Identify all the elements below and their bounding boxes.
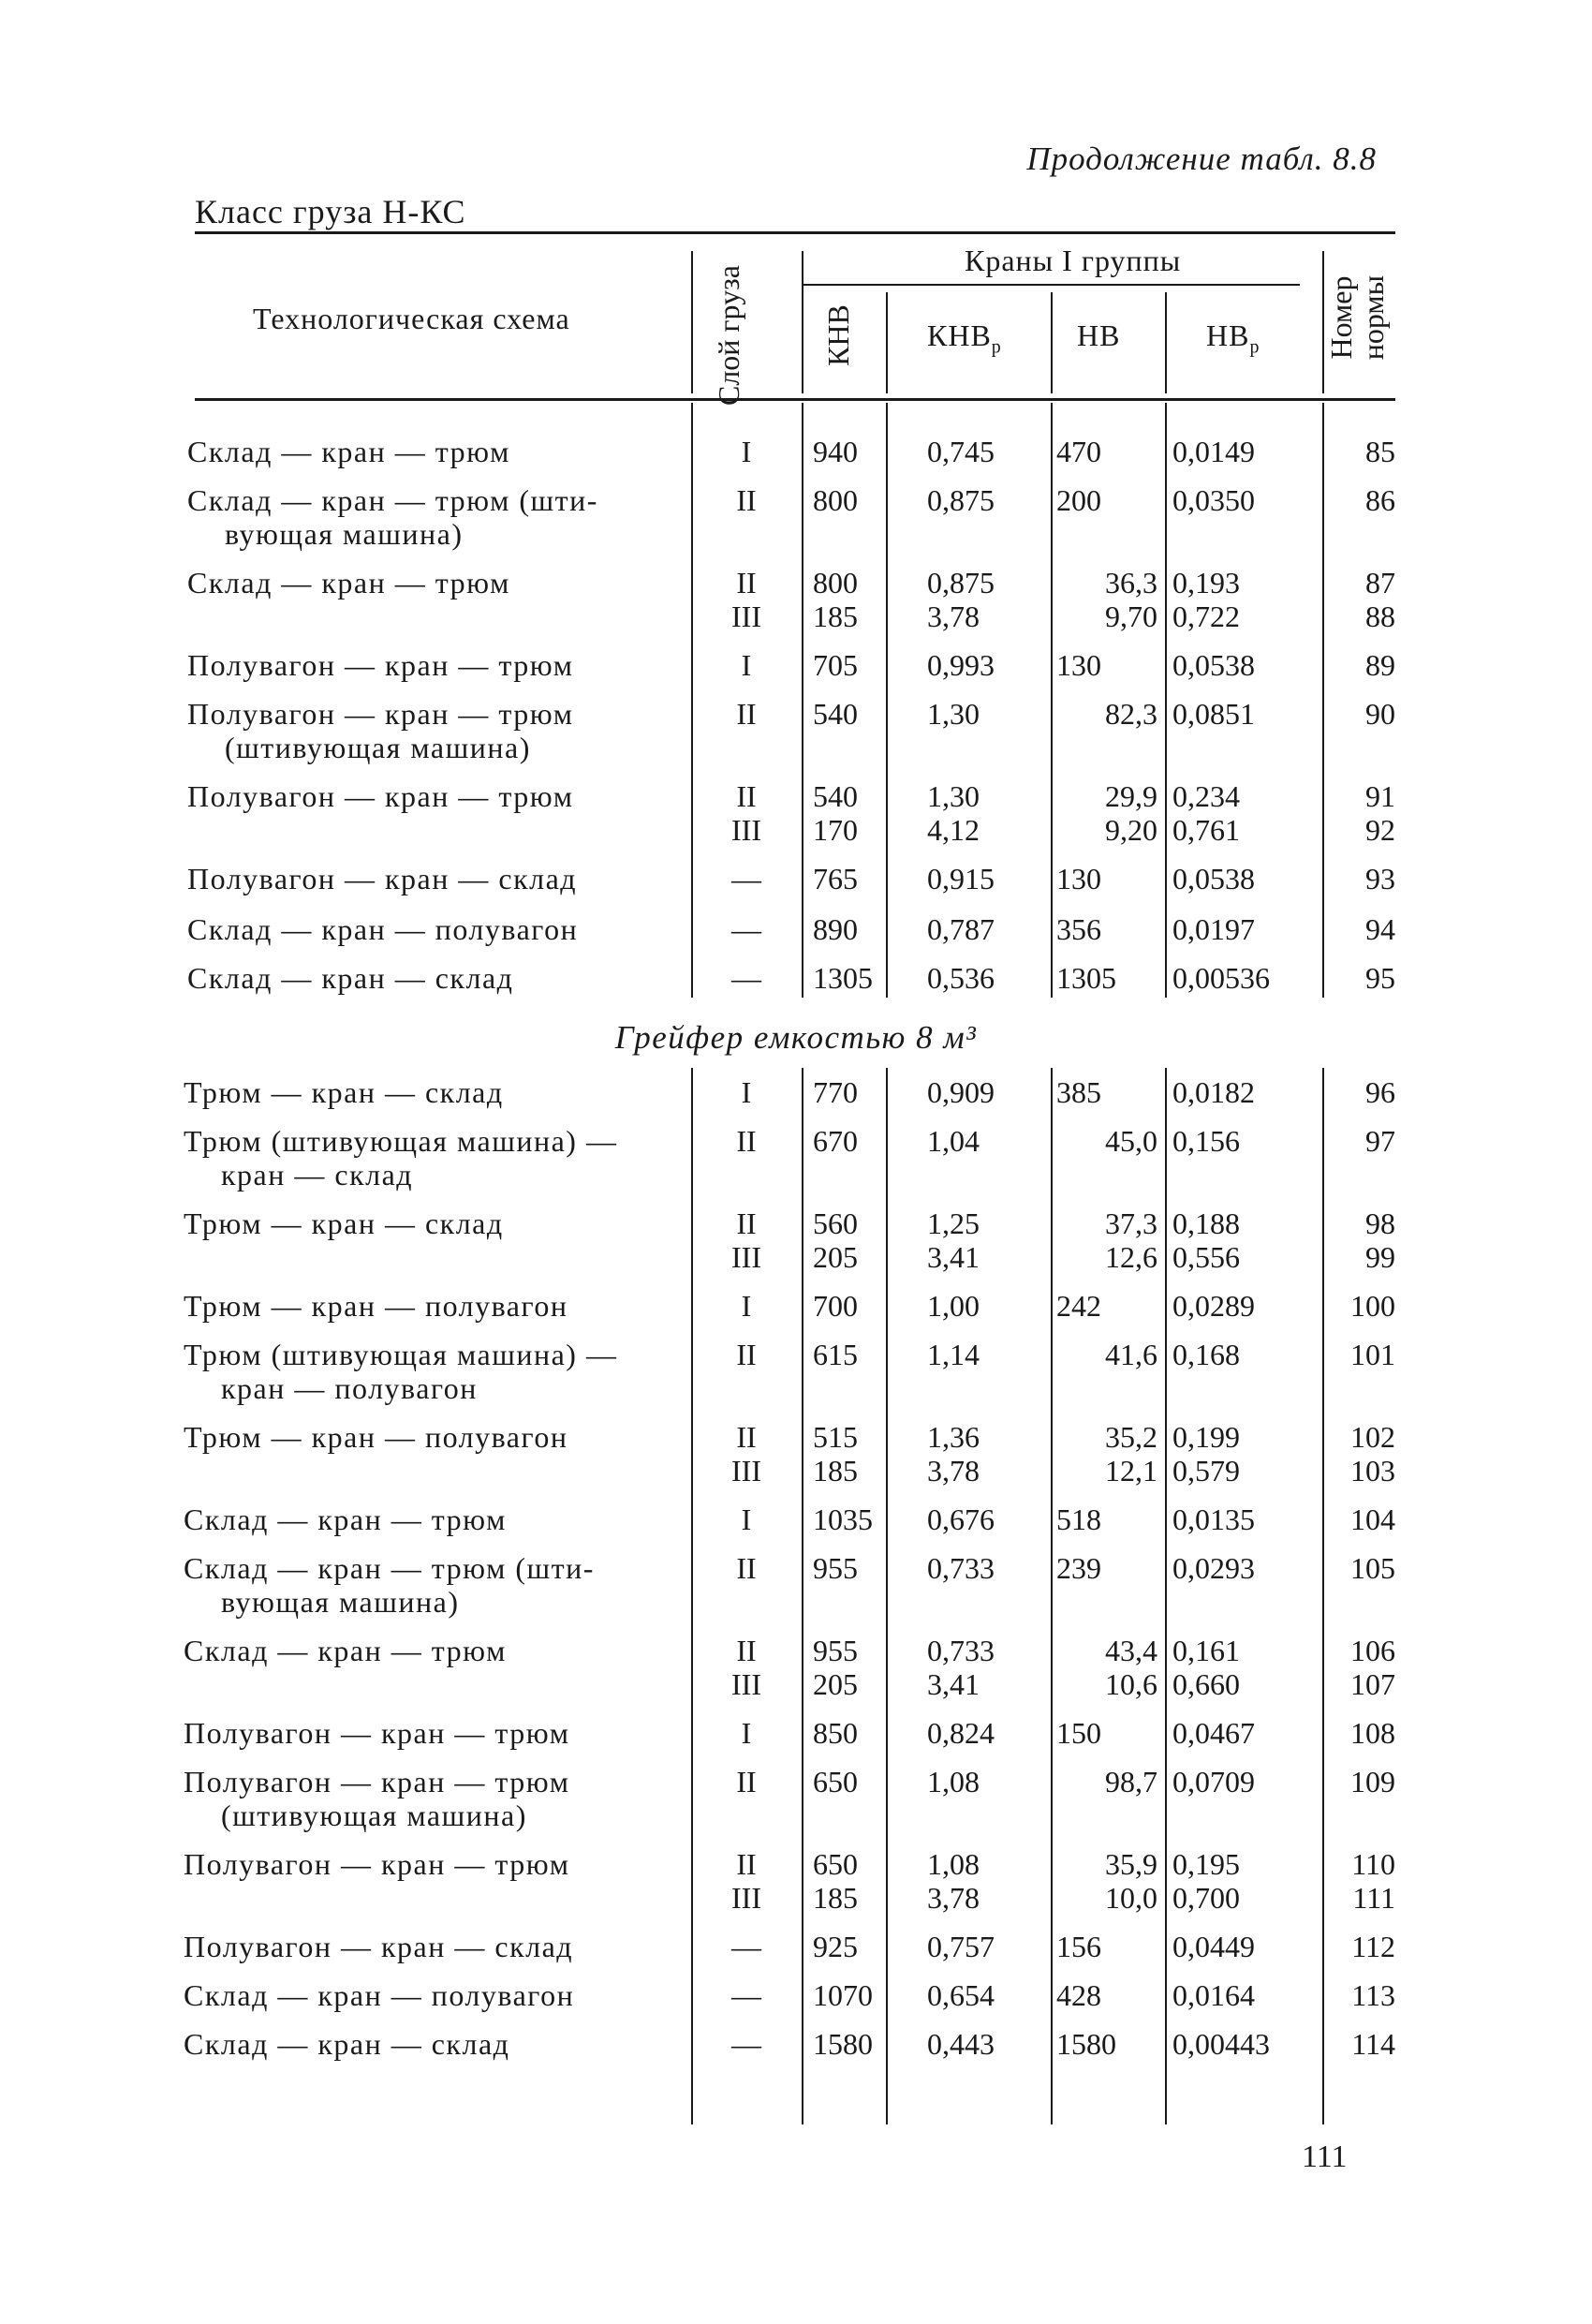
block2-layer-cell: II (736, 1847, 757, 1881)
block2-layer-cell: — (731, 1978, 761, 2012)
block2-norm-cell: 114 (1351, 2027, 1395, 2061)
block2-nv-cell: 35,2 (1105, 1420, 1157, 1454)
block1-nv-cell: 130 (1056, 862, 1101, 896)
scheme-line: Трюм (штивующая машина) — (184, 1124, 618, 1158)
block1-nvr-cell: 0,0350 (1172, 483, 1255, 517)
block2-nvr-cell: 0,0709 (1172, 1765, 1255, 1799)
block1-norm-cell: 94 (1365, 912, 1395, 946)
block2-nv-cell: 98,7 (1105, 1765, 1157, 1799)
block2-knv-cell: 700 (813, 1289, 858, 1323)
block2-nvr-cell: 0,556 (1172, 1240, 1240, 1274)
block2-layer-cell: II (736, 1634, 757, 1667)
block2-nvr-cell: 0,579 (1172, 1454, 1240, 1488)
block2-knv-cell: 670 (813, 1124, 858, 1158)
block2-norm-cell: 102 (1350, 1420, 1395, 1454)
cranes-group-rule (803, 284, 1300, 286)
block2-knvr-cell: 0,733 (927, 1551, 995, 1585)
header-knv: КНВ (821, 304, 855, 366)
column-divider (1322, 1068, 1324, 2124)
block1-nv-cell: 9,20 (1105, 813, 1157, 847)
block2-nv-cell: 41,6 (1105, 1338, 1157, 1371)
block2-layer-cell: III (731, 1667, 761, 1701)
column-divider (1322, 403, 1324, 998)
block1-layer-cell: II (736, 566, 757, 600)
scheme-line: Склад — кран — трюм (184, 1502, 507, 1536)
block2-nv-cell: 242 (1056, 1289, 1101, 1323)
block2-knvr-cell: 1,08 (927, 1847, 980, 1881)
column-divider (1165, 1068, 1167, 2124)
header-divider (1051, 292, 1053, 393)
column-divider (1165, 403, 1167, 998)
block2-nv-cell: 428 (1056, 1978, 1101, 2012)
header-layer: Слой груза (712, 265, 745, 406)
block2-knvr-cell: 0,909 (927, 1075, 995, 1109)
block2-knv-cell: 925 (813, 1930, 858, 1963)
header-divider (886, 292, 888, 393)
block2-knvr-cell: 1,25 (927, 1206, 980, 1240)
block2-knv-cell: 185 (813, 1881, 858, 1915)
scheme-line: Полувагон — кран — трюм (187, 697, 574, 731)
block2-scheme-cell (184, 1206, 671, 1240)
block2-knv-cell: 955 (813, 1634, 858, 1667)
block2-norm-cell: 107 (1350, 1667, 1395, 1701)
block2-nvr-cell: 0,168 (1172, 1338, 1240, 1371)
block1-knv-cell: 705 (813, 648, 858, 682)
scheme-line: Склад — кран — трюм (шти- (184, 1551, 595, 1585)
block2-knvr-cell: 0,824 (927, 1716, 995, 1750)
block2-knvr-cell: 1,36 (927, 1420, 980, 1454)
block1-norm-cell: 93 (1365, 862, 1395, 896)
block2-norm-cell: 98 (1365, 1206, 1395, 1240)
block1-scheme-cell (187, 648, 674, 682)
block2-knv-cell: 650 (813, 1847, 858, 1881)
block1-knv-cell: 540 (813, 779, 858, 813)
block1-nv-cell: 9,70 (1105, 600, 1157, 633)
block1-norm-cell: 85 (1365, 435, 1395, 468)
page-number: 111 (1302, 2139, 1348, 2174)
block2-knvr-cell: 3,41 (927, 1667, 980, 1701)
block2-norm-cell: 99 (1365, 1240, 1395, 1274)
block2-scheme-cell (184, 1420, 671, 1454)
block1-knv-cell: 765 (813, 862, 858, 896)
block1-scheme-cell (187, 483, 674, 551)
block2-knvr-cell: 0,676 (927, 1502, 995, 1536)
block2-scheme-cell (184, 2027, 671, 2061)
scheme-line: Трюм — кран — полувагон (184, 1289, 568, 1323)
block2-layer-cell: — (731, 2027, 761, 2061)
block1-nv-cell: 29,9 (1105, 779, 1157, 813)
block1-knv-cell: 890 (813, 912, 858, 946)
block2-knvr-cell: 1,04 (927, 1124, 980, 1158)
block1-knvr-cell: 0,875 (927, 483, 995, 517)
block2-layer-cell: III (731, 1881, 761, 1915)
column-divider (1051, 403, 1053, 998)
block2-norm-cell: 97 (1365, 1124, 1395, 1158)
block2-norm-cell: 105 (1350, 1551, 1395, 1585)
block2-scheme-cell (184, 1847, 671, 1881)
block2-layer-cell: I (741, 1716, 752, 1750)
block1-nv-cell: 130 (1056, 648, 1101, 682)
block1-norm-cell: 86 (1365, 483, 1395, 517)
scheme-line: вующая машина) (225, 517, 464, 551)
block1-layer-cell: — (731, 912, 761, 946)
block2-norm-cell: 108 (1350, 1716, 1395, 1750)
block1-knv-cell: 800 (813, 483, 858, 517)
block1-knvr-cell: 1,30 (927, 697, 980, 731)
block2-knv-cell: 205 (813, 1240, 858, 1274)
block2-norm-cell: 103 (1350, 1454, 1395, 1488)
block2-layer-cell: II (736, 1206, 757, 1240)
block2-knv-cell: 185 (813, 1454, 858, 1488)
column-divider (886, 1068, 888, 2124)
block1-knvr-cell: 3,78 (927, 600, 980, 633)
block2-nv-cell: 1580 (1056, 2027, 1116, 2061)
scheme-line: Склад — кран — трюм (шти- (187, 483, 598, 517)
block1-norm-cell: 88 (1365, 600, 1395, 633)
block2-layer-cell: — (731, 1930, 761, 1963)
column-divider (691, 1068, 693, 2124)
block1-norm-cell: 90 (1365, 697, 1395, 731)
block2-knv-cell: 770 (813, 1075, 858, 1109)
column-divider (886, 403, 888, 998)
block2-nvr-cell: 0,0293 (1172, 1551, 1255, 1585)
block2-knv-cell: 205 (813, 1667, 858, 1701)
block1-scheme-cell (187, 779, 674, 813)
block2-knv-cell: 850 (813, 1716, 858, 1750)
block2-layer-cell: II (736, 1338, 757, 1371)
block2-nv-cell: 385 (1056, 1075, 1101, 1109)
block1-layer-cell: III (731, 813, 761, 847)
block1-knvr-cell: 0,536 (927, 961, 995, 995)
scheme-line: Полувагон — кран — трюм (184, 1765, 570, 1799)
block1-layer-cell: II (736, 779, 757, 813)
block2-nv-cell: 10,0 (1105, 1881, 1157, 1915)
block2-layer-cell: III (731, 1454, 761, 1488)
header-scheme: Технологическая схема (253, 302, 570, 335)
block2-layer-cell: II (736, 1420, 757, 1454)
block2-nvr-cell: 0,0467 (1172, 1716, 1255, 1750)
scheme-line: Полувагон — кран — склад (187, 862, 578, 896)
block2-knvr-cell: 0,654 (927, 1978, 995, 2012)
block1-scheme-cell (187, 862, 674, 896)
block1-layer-cell: II (736, 697, 757, 731)
block1-knv-cell: 540 (813, 697, 858, 731)
block2-nv-cell: 43,4 (1105, 1634, 1157, 1667)
block1-norm-cell: 89 (1365, 648, 1395, 682)
block2-norm-cell: 106 (1350, 1634, 1395, 1667)
block2-knv-cell: 560 (813, 1206, 858, 1240)
block2-nv-cell: 156 (1056, 1930, 1101, 1963)
block1-scheme-cell (187, 435, 674, 468)
block2-knvr-cell: 3,78 (927, 1881, 980, 1915)
block1-nvr-cell: 0,193 (1172, 566, 1240, 600)
block1-nvr-cell: 0,0538 (1172, 862, 1255, 896)
block2-knv-cell: 615 (813, 1338, 858, 1371)
block2-nvr-cell: 0,660 (1172, 1667, 1240, 1701)
header-bottom-rule (195, 398, 1395, 401)
block2-layer-cell: III (731, 1240, 761, 1274)
table-continuation-caption: Продолжение табл. 8.8 (1026, 141, 1377, 177)
block1-nvr-cell: 0,0851 (1172, 697, 1255, 731)
block2-knvr-cell: 1,14 (927, 1338, 980, 1371)
block2-nv-cell: 45,0 (1105, 1124, 1157, 1158)
header-cranes-group: Краны I группы (965, 244, 1182, 277)
block2-norm-cell: 96 (1365, 1075, 1395, 1109)
block2-nv-cell: 35,9 (1105, 1847, 1157, 1881)
block2-knvr-cell: 0,733 (927, 1634, 995, 1667)
block2-nvr-cell: 0,00443 (1172, 2027, 1270, 2061)
block1-layer-cell: III (731, 600, 761, 633)
block2-scheme-cell (184, 1289, 671, 1323)
block1-scheme-cell (187, 961, 674, 995)
block2-knvr-cell: 0,443 (927, 2027, 995, 2061)
block2-nvr-cell: 0,0182 (1172, 1075, 1255, 1109)
block1-nv-cell: 200 (1056, 483, 1101, 517)
column-divider (802, 403, 803, 998)
header-divider (691, 251, 693, 393)
scheme-line: Полувагон — кран — склад (184, 1930, 574, 1963)
block1-knvr-cell: 4,12 (927, 813, 980, 847)
scheme-line: Полувагон — кран — трюм (187, 648, 574, 682)
block2-scheme-cell (184, 1930, 671, 1963)
block2-knv-cell: 650 (813, 1765, 858, 1799)
block2-norm-cell: 111 (1352, 1881, 1395, 1915)
block2-nvr-cell: 0,0289 (1172, 1289, 1255, 1323)
block2-knv-cell: 1035 (813, 1502, 873, 1536)
block1-layer-cell: — (731, 961, 761, 995)
block2-scheme-cell (184, 1634, 671, 1667)
block1-scheme-cell (187, 566, 674, 600)
block1-nvr-cell: 0,722 (1172, 600, 1240, 633)
block2-nv-cell: 12,6 (1105, 1240, 1157, 1274)
block1-knv-cell: 940 (813, 435, 858, 468)
scheme-line: кран — полувагон (221, 1371, 478, 1405)
block1-nvr-cell: 0,0149 (1172, 435, 1255, 468)
block1-knv-cell: 800 (813, 566, 858, 600)
block1-knvr-cell: 0,745 (927, 435, 995, 468)
scheme-line: (штивующая машина) (221, 1799, 527, 1832)
block2-norm-cell: 104 (1350, 1502, 1395, 1536)
block2-nv-cell: 12,1 (1105, 1454, 1157, 1488)
scheme-line: Склад — кран — полувагон (184, 1978, 575, 2012)
block1-knv-cell: 185 (813, 600, 858, 633)
block1-knvr-cell: 1,30 (927, 779, 980, 813)
header-nvr: $НВ_р$ (1206, 318, 1260, 358)
block1-nv-cell: 82,3 (1105, 697, 1157, 731)
block1-nv-cell: 356 (1056, 912, 1101, 946)
header-divider (802, 251, 803, 393)
block1-norm-cell: 87 (1365, 566, 1395, 600)
block1-norm-cell: 91 (1365, 779, 1395, 813)
block1-nvr-cell: 0,0197 (1172, 912, 1255, 946)
block2-nvr-cell: 0,199 (1172, 1420, 1240, 1454)
block2-norm-cell: 112 (1351, 1930, 1395, 1963)
block2-scheme-cell (184, 1502, 671, 1536)
block1-nv-cell: 36,3 (1105, 566, 1157, 600)
scheme-line: кран — склад (221, 1158, 414, 1192)
scheme-line: Полувагон — кран — трюм (184, 1847, 570, 1881)
scheme-line: Склад — кран — полувагон (187, 912, 579, 946)
block2-norm-cell: 109 (1350, 1765, 1395, 1799)
header-norm-no: Номер нормы (1324, 274, 1390, 361)
scheme-line: Склад — кран — трюм (187, 566, 510, 600)
block1-layer-cell: — (731, 862, 761, 896)
block1-layer-cell: I (741, 435, 752, 468)
header-nv: НВ (1077, 318, 1121, 352)
block1-nv-cell: 470 (1056, 435, 1101, 468)
block1-norm-cell: 95 (1365, 961, 1395, 995)
block2-nvr-cell: 0,700 (1172, 1881, 1240, 1915)
scheme-line: Склад — кран — склад (184, 2027, 510, 2061)
block1-knvr-cell: 0,993 (927, 648, 995, 682)
column-divider (691, 403, 693, 998)
column-divider (1051, 1068, 1053, 2124)
block2-nv-cell: 150 (1056, 1716, 1101, 1750)
block2-layer-cell: I (741, 1502, 752, 1536)
block1-layer-cell: II (736, 483, 757, 517)
header-divider (1165, 292, 1167, 393)
block2-scheme-cell (184, 1716, 671, 1750)
block1-knvr-cell: 0,787 (927, 912, 995, 946)
block2-nv-cell: 239 (1056, 1551, 1101, 1585)
block2-knvr-cell: 1,00 (927, 1289, 980, 1323)
block2-norm-cell: 100 (1350, 1289, 1395, 1323)
scheme-line: Полувагон — кран — трюм (184, 1716, 570, 1750)
block1-nv-cell: 1305 (1056, 961, 1116, 995)
block2-layer-cell: II (736, 1765, 757, 1799)
block1-knv-cell: 170 (813, 813, 858, 847)
block2-norm-cell: 110 (1351, 1847, 1395, 1881)
block2-scheme-cell (184, 1075, 671, 1109)
block2-nvr-cell: 0,195 (1172, 1847, 1240, 1881)
scheme-line: Склад — кран — трюм (187, 435, 510, 468)
block2-nv-cell: 10,6 (1105, 1667, 1157, 1701)
block2-nvr-cell: 0,188 (1172, 1206, 1240, 1240)
scheme-line: (штивующая машина) (225, 731, 531, 764)
block2-nv-cell: 37,3 (1105, 1206, 1157, 1240)
block2-knvr-cell: 3,41 (927, 1240, 980, 1274)
block2-knvr-cell: 1,08 (927, 1765, 980, 1799)
scheme-line: Склад — кран — склад (187, 961, 514, 995)
block2-nvr-cell: 0,156 (1172, 1124, 1240, 1158)
block2-nvr-cell: 0,0164 (1172, 1978, 1255, 2012)
block2-norm-cell: 113 (1351, 1978, 1395, 2012)
block2-layer-cell: I (741, 1075, 752, 1109)
block2-layer-cell: II (736, 1124, 757, 1158)
block2-scheme-cell (184, 1338, 671, 1405)
column-divider (802, 1068, 803, 2124)
block2-layer-cell: II (736, 1551, 757, 1585)
scheme-line: Трюм (штивующая машина) — (184, 1338, 618, 1371)
scheme-line: вующая машина) (221, 1585, 460, 1619)
scheme-line: Трюм — кран — полувагон (184, 1420, 568, 1454)
table-top-rule (195, 231, 1395, 234)
block1-knv-cell: 1305 (813, 961, 873, 995)
section-grab-8m3: Грейфер емкостью 8 м³ (614, 1019, 978, 1056)
block1-nvr-cell: 0,761 (1172, 813, 1240, 847)
scheme-line: Трюм — кран — склад (184, 1206, 504, 1240)
scheme-line: Склад — кран — трюм (184, 1634, 507, 1667)
block2-nvr-cell: 0,161 (1172, 1634, 1240, 1667)
block1-norm-cell: 92 (1365, 813, 1395, 847)
block2-knv-cell: 1070 (813, 1978, 873, 2012)
scheme-line: Полувагон — кран — трюм (187, 779, 574, 813)
block2-nvr-cell: 0,0135 (1172, 1502, 1255, 1536)
block2-knv-cell: 515 (813, 1420, 858, 1454)
block2-nvr-cell: 0,0449 (1172, 1930, 1255, 1963)
cargo-class-title: Класс груза Н-КС (195, 193, 466, 230)
scheme-line: Трюм — кран — склад (184, 1075, 504, 1109)
block2-scheme-cell (184, 1765, 671, 1832)
block2-knvr-cell: 0,757 (927, 1930, 995, 1963)
block2-norm-cell: 101 (1350, 1338, 1395, 1371)
block1-scheme-cell (187, 912, 674, 946)
block2-scheme-cell (184, 1124, 671, 1192)
header-knvr: $КНВ_р$ (927, 318, 1002, 358)
block2-knvr-cell: 3,78 (927, 1454, 980, 1488)
block1-nvr-cell: 0,0538 (1172, 648, 1255, 682)
block1-nvr-cell: 0,00536 (1172, 961, 1270, 995)
block2-layer-cell: I (741, 1289, 752, 1323)
block2-knv-cell: 955 (813, 1551, 858, 1585)
block1-knvr-cell: 0,915 (927, 862, 995, 896)
block2-scheme-cell (184, 1978, 671, 2012)
block2-knv-cell: 1580 (813, 2027, 873, 2061)
block1-scheme-cell (187, 697, 674, 764)
block1-layer-cell: I (741, 648, 752, 682)
block1-nvr-cell: 0,234 (1172, 779, 1240, 813)
block2-nv-cell: 518 (1056, 1502, 1101, 1536)
block1-knvr-cell: 0,875 (927, 566, 995, 600)
block2-scheme-cell (184, 1551, 671, 1619)
